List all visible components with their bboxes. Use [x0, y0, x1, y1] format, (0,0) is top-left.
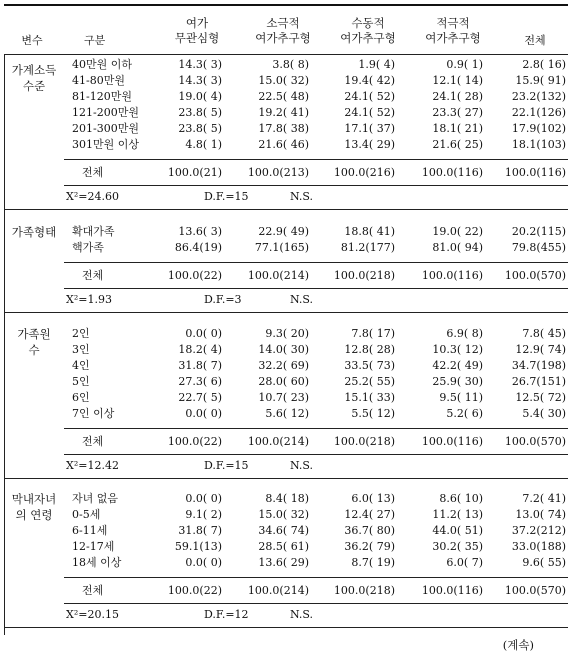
- table-cell: 26.7(151): [511, 375, 566, 388]
- header-col-passive-seeking: 소극적 여가추구형: [255, 16, 311, 45]
- table-cell: 18.8( 41): [344, 225, 395, 238]
- continued-note: (계속): [502, 638, 534, 652]
- table-cell: 12.8( 28): [344, 343, 395, 356]
- table-cell: 19.2( 41): [258, 106, 309, 119]
- section-variable: 가족원 수: [17, 327, 51, 357]
- table-cell: 81.2(177): [340, 241, 395, 254]
- row-label: 2인: [72, 327, 90, 340]
- table-cell: 9.6( 55): [522, 556, 566, 569]
- table-cell: 77.1(165): [254, 241, 309, 254]
- table-cell: 18.1( 21): [432, 122, 483, 135]
- table-cell: 28.5( 61): [258, 540, 309, 553]
- table-cell: 15.1( 33): [344, 391, 395, 404]
- table-cell: 5.4( 30): [522, 407, 566, 420]
- total-cell: 100.0(116): [421, 584, 483, 597]
- table-cell: 17.8( 38): [258, 122, 309, 135]
- total-cell: 100.0(116): [504, 166, 566, 179]
- header-col-total: 전체: [524, 34, 546, 47]
- table-cell: 20.2(115): [511, 225, 566, 238]
- row-label: 81-120만원: [72, 90, 132, 103]
- table-cell: 15.9( 91): [515, 74, 566, 87]
- total-cell: 100.0(218): [333, 269, 395, 282]
- total-rule: [64, 185, 568, 186]
- degrees-of-freedom: D.F.=15: [204, 459, 249, 472]
- row-label: 40만원 이하: [72, 58, 132, 71]
- table-cell: 14.3( 3): [178, 58, 222, 71]
- section-bottom-rule: [4, 312, 568, 313]
- table-cell: 0.0( 0): [185, 556, 222, 569]
- section-separator: [64, 159, 568, 160]
- table-cell: 12.1( 14): [432, 74, 483, 87]
- row-label: 7인 이상: [72, 407, 115, 420]
- table-cell: 25.2( 55): [344, 375, 395, 388]
- table-cell: 7.2( 41): [522, 492, 566, 505]
- table-cell: 22.1(126): [511, 106, 566, 119]
- table-cell: 31.8( 7): [178, 524, 222, 537]
- total-cell: 100.0(214): [247, 269, 309, 282]
- significance: N.S.: [290, 293, 314, 306]
- table-cell: 7.8( 45): [522, 327, 566, 340]
- table-cell: 59.1(13): [174, 540, 222, 553]
- table-cell: 25.9( 30): [432, 375, 483, 388]
- row-label: 41-80만원: [72, 74, 125, 87]
- table-cell: 23.8( 5): [178, 122, 222, 135]
- table-cell: 9.1( 2): [185, 508, 222, 521]
- table-cell: 22.5( 48): [258, 90, 309, 103]
- section-variable: 가계소득 수준: [11, 63, 57, 93]
- table-cell: 28.0( 60): [258, 375, 309, 388]
- table-cell: 0.0( 0): [185, 407, 222, 420]
- table-cell: 19.0( 4): [178, 90, 222, 103]
- degrees-of-freedom: D.F.=3: [204, 293, 242, 306]
- total-cell: 100.0(570): [504, 584, 566, 597]
- total-cell: 100.0(22): [167, 584, 222, 597]
- table-cell: 13.0( 74): [515, 508, 566, 521]
- table-cell: 18.2( 4): [178, 343, 222, 356]
- chi-square: X²=1.93: [66, 293, 112, 306]
- row-label: 6인: [72, 391, 90, 404]
- degrees-of-freedom: D.F.=12: [204, 608, 249, 621]
- table-cell: 8.6( 10): [439, 492, 483, 505]
- table-cell: 31.8( 7): [178, 359, 222, 372]
- row-label: 4인: [72, 359, 90, 372]
- table-cell: 30.2( 35): [432, 540, 483, 553]
- header-col-active-seeking: 적극적 여가추구형: [425, 16, 481, 45]
- table-top-rule: [4, 4, 568, 6]
- table-cell: 12.4( 27): [344, 508, 395, 521]
- table-cell: 27.3( 6): [178, 375, 222, 388]
- table-cell: 14.3( 3): [178, 74, 222, 87]
- table-cell: 6.0( 13): [351, 492, 395, 505]
- chi-square: X²=20.15: [66, 608, 119, 621]
- header-col-indifferent: 여가 무관심형: [174, 16, 220, 45]
- header-bottom-rule: [4, 54, 568, 55]
- table-cell: 44.0( 51): [432, 524, 483, 537]
- row-label: 18세 이상: [72, 556, 122, 569]
- row-label: 확대가족: [72, 225, 115, 238]
- table-cell: 24.1( 28): [432, 90, 483, 103]
- total-cell: 100.0(218): [333, 584, 395, 597]
- table-cell: 5.5( 12): [351, 407, 395, 420]
- table-cell: 22.9( 49): [258, 225, 309, 238]
- table-cell: 4.8( 1): [185, 138, 222, 151]
- table-cell: 12.5( 72): [515, 391, 566, 404]
- table-cell: 34.7(198): [511, 359, 566, 372]
- total-rule: [64, 288, 568, 289]
- table-cell: 79.8(455): [511, 241, 566, 254]
- total-cell: 100.0(214): [247, 584, 309, 597]
- table-cell: 0.9( 1): [446, 58, 483, 71]
- table-cell: 23.3( 27): [432, 106, 483, 119]
- table-cell: 8.7( 19): [351, 556, 395, 569]
- table-cell: 86.4(19): [174, 241, 222, 254]
- table-cell: 10.7( 23): [258, 391, 309, 404]
- table-cell: 15.0( 32): [258, 74, 309, 87]
- table-cell: 6.9( 8): [446, 327, 483, 340]
- section-bottom-rule: [4, 478, 568, 479]
- table-cell: 3.8( 8): [272, 58, 309, 71]
- significance: N.S.: [290, 459, 314, 472]
- significance: N.S.: [290, 608, 314, 621]
- table-cell: 32.2( 69): [258, 359, 309, 372]
- table-cell: 21.6( 46): [258, 138, 309, 151]
- table-cell: 23.2(132): [511, 90, 566, 103]
- total-cell: 100.0(22): [167, 269, 222, 282]
- table-cell: 37.2(212): [511, 524, 566, 537]
- table-cell: 33.5( 73): [344, 359, 395, 372]
- table-cell: 2.8( 16): [522, 58, 566, 71]
- table-cell: 13.4( 29): [344, 138, 395, 151]
- total-label: 전체: [82, 166, 104, 179]
- table-cell: 19.0( 22): [432, 225, 483, 238]
- table-cell: 33.0(188): [511, 540, 566, 553]
- table-cell: 15.0( 32): [258, 508, 309, 521]
- table-cell: 13.6( 29): [258, 556, 309, 569]
- total-cell: 100.0(214): [247, 435, 309, 448]
- table-cell: 5.6( 12): [265, 407, 309, 420]
- total-rule: [64, 603, 568, 604]
- table-cell: 13.6( 3): [178, 225, 222, 238]
- total-cell: 100.0(21): [167, 166, 222, 179]
- table-cell: 21.6( 25): [432, 138, 483, 151]
- significance: N.S.: [290, 190, 314, 203]
- total-label: 전체: [82, 584, 104, 597]
- row-label: 12-17세: [72, 540, 115, 553]
- total-cell: 100.0(218): [333, 435, 395, 448]
- table-cell: 81.0( 94): [432, 241, 483, 254]
- section-variable: 막내자녀 의 연령: [11, 492, 57, 522]
- chi-square: X²=24.60: [66, 190, 119, 203]
- left-border: [4, 55, 5, 635]
- row-label: 3인: [72, 343, 90, 356]
- table-cell: 10.3( 12): [432, 343, 483, 356]
- table-cell: 42.2( 49): [432, 359, 483, 372]
- total-cell: 100.0(116): [421, 435, 483, 448]
- table-cell: 1.9( 4): [358, 58, 395, 71]
- row-label: 핵가족: [72, 241, 104, 254]
- row-label: 121-200만원: [72, 106, 139, 119]
- table-cell: 0.0( 0): [185, 492, 222, 505]
- header-group: 구분: [84, 34, 106, 47]
- table-cell: 8.4( 18): [265, 492, 309, 505]
- table-cell: 23.8( 5): [178, 106, 222, 119]
- table-cell: 11.2( 13): [432, 508, 483, 521]
- header-col-receptive-seeking: 수동적 여가추구형: [340, 16, 396, 45]
- table-bottom-rule: [4, 627, 568, 628]
- chi-square: X²=12.42: [66, 459, 119, 472]
- table-cell: 9.3( 20): [265, 327, 309, 340]
- table-cell: 24.1( 52): [344, 106, 395, 119]
- table-cell: 9.5( 11): [439, 391, 483, 404]
- table-cell: 24.1( 52): [344, 90, 395, 103]
- table-cell: 17.1( 37): [344, 122, 395, 135]
- total-cell: 100.0(570): [504, 269, 566, 282]
- total-cell: 100.0(216): [333, 166, 395, 179]
- section-separator: [64, 262, 568, 263]
- table-cell: 34.6( 74): [258, 524, 309, 537]
- section-separator: [64, 428, 568, 429]
- row-label: 0-5세: [72, 508, 101, 521]
- total-cell: 100.0(570): [504, 435, 566, 448]
- total-cell: 100.0(116): [421, 269, 483, 282]
- table-cell: 19.4( 42): [344, 74, 395, 87]
- total-cell: 100.0(22): [167, 435, 222, 448]
- table-cell: 22.7( 5): [178, 391, 222, 404]
- table-cell: 12.9( 74): [515, 343, 566, 356]
- row-label: 5인: [72, 375, 90, 388]
- row-label: 301만원 이상: [72, 138, 139, 151]
- table-cell: 36.7( 80): [344, 524, 395, 537]
- table-cell: 36.2( 79): [344, 540, 395, 553]
- header-variable: 변수: [21, 34, 43, 47]
- row-label: 6-11세: [72, 524, 108, 537]
- table-cell: 17.9(102): [511, 122, 566, 135]
- total-cell: 100.0(213): [247, 166, 309, 179]
- table-cell: 0.0( 0): [185, 327, 222, 340]
- table-cell: 14.0( 30): [258, 343, 309, 356]
- row-label: 자녀 없음: [72, 492, 119, 505]
- section-bottom-rule: [4, 209, 568, 210]
- table-cell: 7.8( 17): [351, 327, 395, 340]
- total-label: 전체: [82, 269, 104, 282]
- degrees-of-freedom: D.F.=15: [204, 190, 249, 203]
- table-cell: 6.0( 7): [446, 556, 483, 569]
- row-label: 201-300만원: [72, 122, 139, 135]
- total-cell: 100.0(116): [421, 166, 483, 179]
- table-cell: 18.1(103): [511, 138, 566, 151]
- total-rule: [64, 454, 568, 455]
- section-separator: [64, 577, 568, 578]
- table-cell: 5.2( 6): [446, 407, 483, 420]
- section-variable: 가족형태: [11, 225, 57, 239]
- total-label: 전체: [82, 435, 104, 448]
